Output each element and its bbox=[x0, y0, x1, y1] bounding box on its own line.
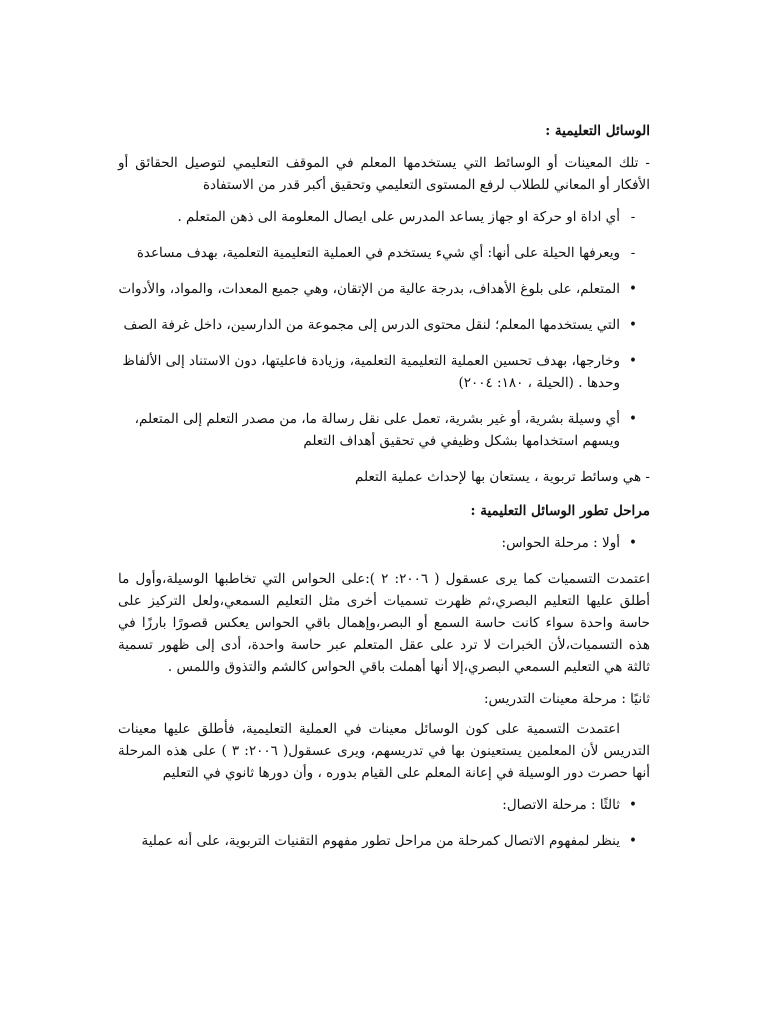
list-item-text: المتعلم، على بلوغ الأهداف، بدرجة عالية من الإتقان، وهي جميع المعدات، والمواد، والأدوات bbox=[118, 281, 620, 297]
stage2-paragraph: اعتمدت التسمية على كون الوسائل معينات في العملية التعليمية، فأطلق عليها معينات التدريس لأن المعلمين يستعينون بها في تدريسهم، ويرى عسقول( ٢٠٠٦: ٣ ) على هذه المرحلة أنها حصرت دور الوسيلة في إعانة المعلم على القيام بدوره ، وأن دورها ثانوي في التعليم bbox=[118, 721, 650, 781]
list-item bbox=[118, 794, 650, 816]
closing-definition: - هي وسائط تربوية ، يستعان بها لإحداث عملية التعلم bbox=[354, 469, 650, 485]
bullet-marker: • bbox=[629, 317, 637, 333]
bullet-marker: • bbox=[629, 281, 637, 297]
dash-marker: - bbox=[630, 245, 636, 261]
list-item-text: وخارجها، بهدف تحسين العملية التعليمية التعلمية، وزيادة فاعليتها، دون الاستناد إلى الألفاظ وحدها . (الحيلة ، ١٨٠: ٢٠٠٤) bbox=[122, 353, 620, 391]
list-item bbox=[118, 242, 650, 264]
list-item-text: التي يستخدمها المعلم؛ لنقل محتوى الدرس إلى مجموعة من الدارسين، داخل غرفة الصف bbox=[123, 317, 620, 333]
stage3-list bbox=[118, 794, 650, 852]
stage1-title: أولا : مرحلة الحواس: bbox=[501, 535, 620, 551]
section-heading-educational-aids: الوسائل التعليمية : bbox=[545, 123, 650, 139]
list-item bbox=[118, 278, 650, 300]
list-item bbox=[118, 314, 650, 336]
dash-marker: - bbox=[630, 209, 636, 225]
bullet-marker: • bbox=[629, 833, 637, 849]
bullet-marker: • bbox=[629, 411, 637, 427]
list-item-text: أي اداة او حركة او جهاز يساعد المدرس على ايصال المعلومة الى ذهن المتعلم . bbox=[177, 209, 620, 225]
stage2-title: ثانيًا : مرحلة معينات التدريس: bbox=[483, 691, 650, 707]
bullet-marker: • bbox=[629, 353, 637, 369]
list-item bbox=[118, 532, 650, 554]
section-heading-development-stages: مراحل تطور الوسائل التعليمية : bbox=[470, 503, 650, 519]
bullet-marker: • bbox=[629, 535, 637, 551]
list-item-text: أي وسيلة بشرية، أو غير بشرية، تعمل على نقل رسالة ما، من مصدر التعلم إلى المتعلم، ويسهم استخدامها بشكل وظيفي في تحقيق أهداف التعلم bbox=[134, 411, 620, 449]
list-item bbox=[118, 350, 650, 394]
definitions-list bbox=[118, 206, 650, 452]
document-body bbox=[118, 108, 650, 866]
stage1-paragraph: اعتمدت التسميات كما يرى عسقول ( ٢٠٠٦: ٢ ):على الحواس التي تخاطبها الوسيلة،وأول ما أطلق عليها التعليم البصري،ثم ظهرت تسميات أخرى مثل التعليم السمعي،ولعل التركيز على حاسة واحدة سواء كانت حاسة السمع أو البصر،وإهمال باقي الحواس يعكس قصورًا بارزًا في هذه التسميات،لأن الخبرات لا ترد على عقل المتعلم عبر حاسة واحدة، أدى إلى ظهور تسمية ثالثة هي التعليم السمعي البصري،إلا أنها أهملت باقي الحواس كالشم والتذوق واللمس . bbox=[118, 571, 650, 675]
list-item-text: ويعرفها الحيلة على أنها: أي شيء يستخدم في العملية التعليمية التعلمية، بهدف مساعدة bbox=[136, 245, 620, 261]
stage3-text: ينظر لمفهوم الاتصال كمرحلة من مراحل تطور مفهوم التقنيات التربوية، على أنه عملية bbox=[141, 833, 620, 849]
definition-paragraph: - تلك المعينات أو الوسائط التي يستخدمها المعلم في الموقف التعليمي لتوصيل الحقائق أو الأفكار أو المعاني للطلاب لرفع المستوى التعليمي وتحقيق أكبر قدر من الاستفادة bbox=[118, 155, 650, 193]
stage3-title: ثالثًا : مرحلة الاتصال: bbox=[502, 797, 620, 813]
bullet-marker: • bbox=[629, 797, 637, 813]
list-item bbox=[118, 830, 650, 852]
stage1-list bbox=[118, 532, 650, 554]
list-item bbox=[118, 206, 650, 228]
list-item bbox=[118, 408, 650, 452]
